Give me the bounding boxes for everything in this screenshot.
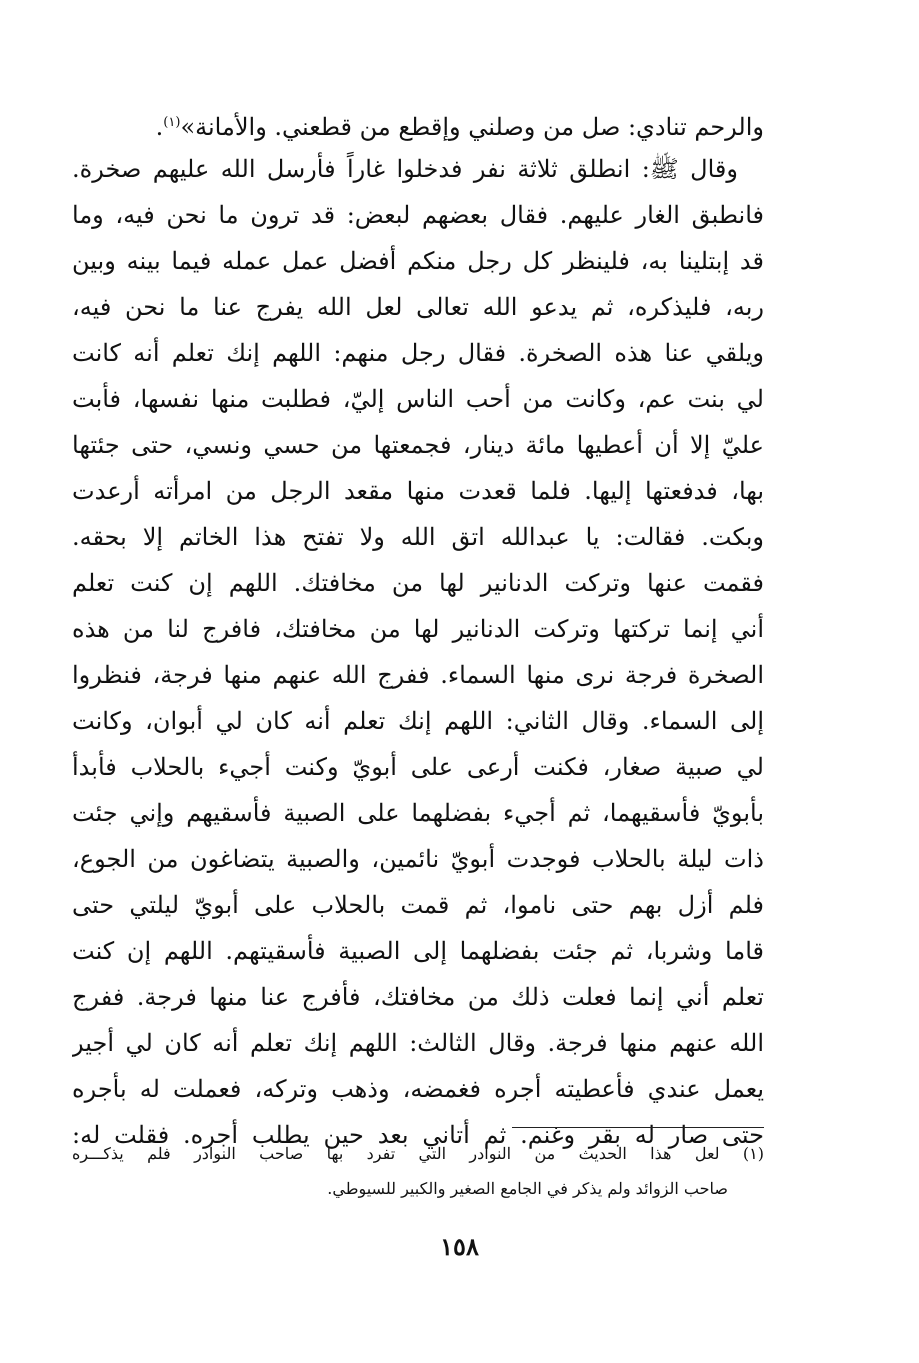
- text-line-10: وبكت. فقالت: يا عبدالله اتق الله ولا تفتح هذا الخاتم إلا بحقه.: [72, 523, 764, 551]
- text-line-23: حتى صار له بقر وغنم. ثم أتاني بعد حين يطلب أجره. فقلت له:: [72, 1121, 764, 1149]
- main-text-block: [72, 100, 764, 1158]
- footnote-line-2: صاحب الزوائد ولم يذكر في الجامع الصغير والكبير للسيوطي.: [327, 1179, 728, 1198]
- text-line-9: بها، فدفعتها إليها. فلما قعدت منها مقعد الرجل من امرأته أرعدت: [72, 477, 764, 505]
- footnote-block: [72, 1136, 764, 1206]
- text-line-1-content: والرحم تنادي: صل من وصلني وإقطع من قطعني. والأمانة»: [180, 113, 764, 141]
- page-number: ١٥٨: [440, 1232, 479, 1261]
- footnote-divider: [512, 1127, 764, 1128]
- text-line-7: لي بنت عم، وكانت من أحب الناس إليّ، فطلبت منها نفسها، فأبت: [72, 385, 764, 413]
- footnote-line-1: (١) لعل هذا الحديث من النوادر التي تفرد بها صاحب النوادر فلم يذكـــره: [72, 1144, 764, 1163]
- text-line-11: فقمت عنها وتركت الدنانير لها من مخافتك. اللهم إن كنت تعلم: [72, 569, 764, 597]
- text-line-20: تعلم أني إنما فعلت ذلك من مخافتك، فأفرج عنا منها فرجة. ففرج: [72, 983, 764, 1011]
- text-line-4: قد إبتلينا به، فلينظر كل رجل منكم أفضل عمل عمله فيما بينه وبين: [72, 247, 764, 275]
- text-line-15: لي صبية صغار، فكنت أرعى على أبويّ وكنت أجيء بالحلاب فأبدأ: [72, 753, 764, 781]
- footnote-reference: (١): [163, 115, 181, 130]
- text-line-13: الصخرة فرجة نرى منها السماء. ففرج الله عنهم منها فرجة، فنظروا: [72, 661, 764, 689]
- text-line-5: ربه، فليذكره، ثم يدعو الله تعالى لعل الله يفرج عنا ما نحن فيه،: [72, 293, 764, 321]
- text-line-6: ويلقي عنا هذه الصخرة. فقال رجل منهم: اللهم إنك تعلم أنه كانت: [72, 339, 764, 367]
- text-line-14: إلى السماء. وقال الثاني: اللهم إنك تعلم أنه كان لي أبوان، وكانت: [72, 707, 764, 735]
- text-line-22: يعمل عندي فأعطيته أجره فغمضه، وذهب وتركه، فعملت له بأجره: [72, 1075, 764, 1103]
- text-line-18: فلم أزل بهم حتى ناموا، ثم قمت بالحلاب على أبويّ ليلتي حتى: [72, 891, 764, 919]
- text-line-8: عليّ إلا أن أعطيها مائة دينار، فجمعتها من حسي ونسي، حتى جئتها: [72, 431, 764, 459]
- text-line-2: وقال ﷺ: انطلق ثلاثة نفر فدخلوا غاراً فأرسل الله عليهم صخرة.: [72, 155, 738, 183]
- text-line-21: الله عنهم منها فرجة. وقال الثالث: اللهم إنك تعلم أنه كان لي أجير: [72, 1029, 764, 1057]
- text-line-1-period: .: [155, 113, 164, 141]
- text-line-1: [72, 100, 764, 146]
- text-line-16: بأبويّ فأسقيهما، ثم أجيء بفضلهما على الصبية فأسقيهم وإني جئت: [72, 799, 764, 827]
- text-line-12: أني إنما تركتها وتركت الدنانير لها من مخافتك، فافرج لنا من هذه: [72, 615, 764, 643]
- text-line-19: قاما وشربا، ثم جئت بفضلهما إلى الصبية فأسقيتهم. اللهم إن كنت: [72, 937, 764, 965]
- text-line-17: ذات ليلة بالحلاب فوجدت أبويّ نائمين، والصبية يتضاغون من الجوع،: [72, 845, 764, 873]
- text-line-3: فانطبق الغار عليهم. فقال بعضهم لبعض: قد ترون ما نحن فيه، وما: [72, 201, 764, 229]
